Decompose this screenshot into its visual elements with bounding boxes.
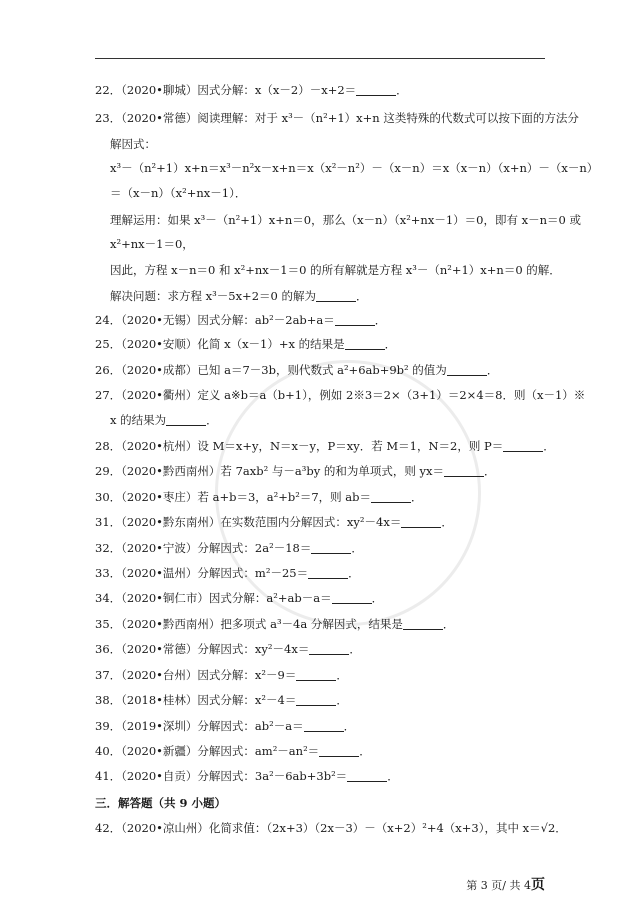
question-23-application-cont: x²+nx－1＝0， <box>110 237 194 251</box>
question-36: 36．（2020•常德）分解因式：xy²－4x＝ ． <box>95 642 361 656</box>
question-37: 37．（2020•台州）因式分解：x²－9＝ ． <box>95 668 348 682</box>
header-rule <box>95 58 545 59</box>
question-35: 35．（2020•黔西南州）把多项式 a³－4a 分解因式，结果是 ． <box>95 617 455 631</box>
question-23: 23．（2020•常德）阅读理解：对于 x³－（n²+1）x+n 这类特殊的代数式可以按下面的方法分 <box>95 111 579 125</box>
question-23-conclusion: 因此，方程 x－n＝0 和 x²+nx－1＝0 的所有解就是方程 x³－（n²+1）x+n＝0 的解． <box>110 263 561 277</box>
question-23-cont: 解因式： <box>110 137 156 151</box>
question-38: 38．（2018•桂林）因式分解：x²－4＝ ． <box>95 693 348 707</box>
question-34: 34．（2020•铜仁市）因式分解：a²+ab－a＝ ． <box>95 591 384 605</box>
question-39: 39．（2019•深圳）分解因式：ab²－a＝ ． <box>95 719 356 733</box>
question-29: 29．（2020•黔西南州）若 7axb² 与－a³by 的和为单项式，则 yx＝ ． <box>95 464 496 478</box>
question-27: 27．（2020•衢州）定义 a※b＝a（b+1），例如 2※3＝2×（3+1）＝2×4＝8．则（x－1）※ <box>95 388 586 402</box>
question-40: 40．（2020•新疆）分解因式：am²－an²＝ ． <box>95 744 371 758</box>
question-22: 22．（2020•聊城）因式分解：x（x－2）－x+2＝ ． <box>95 83 408 97</box>
question-26: 26．（2020•成都）已知 a＝7－3b，则代数式 a²+6ab+9b² 的值为 ． <box>95 363 499 377</box>
question-30: 30．（2020•枣庄）若 a+b＝3，a²+b²＝7，则 ab＝ ． <box>95 490 423 504</box>
question-41: 41．（2020•自贡）分解因式：3a²－6ab+3b²＝ ． <box>95 769 399 783</box>
question-23-derivation: x³－（n²+1）x+n＝x³－n²x－x+n＝x（x²－n²）－（x－n）＝x（x－n）（x+n）－（x－n） <box>110 161 599 175</box>
question-23-application: 理解运用：如果 x³－（n²+1）x+n＝0，那么（x－n）（x²+nx－1）＝0，即有 x－n＝0 或 <box>110 213 581 227</box>
question-24: 24．（2020•无锡）因式分解：ab²－2ab+a＝ ． <box>95 313 387 327</box>
question-32: 32．（2020•宁波）分解因式：2a²－18＝ ． <box>95 541 363 555</box>
page-footer: 第 3 页/ 共 4页 <box>466 877 545 893</box>
question-42: 42．（2020•凉山州）化简求值：（2x+3）（2x－3）－（x+2）²+4（x+3），其中 x＝√2． <box>95 821 567 835</box>
section-heading: 三．解答题（共 9 小题） <box>95 796 227 810</box>
question-33: 33．（2020•温州）分解因式：m²－25＝ ． <box>95 566 360 580</box>
question-27-cont: x 的结果为 ． <box>110 413 218 427</box>
question-28: 28．（2020•杭州）设 M＝x+y，N＝x－y，P＝xy．若 M＝1，N＝2，则 P＝ ． <box>95 439 555 453</box>
question-31: 31．（2020•黔东南州）在实数范围内分解因式：xy²－4x＝ ． <box>95 515 453 529</box>
question-25: 25．（2020•安顺）化简 x（x－1）+x 的结果是 ． <box>95 337 397 351</box>
question-23-derivation-end: ＝（x－n）（x²+nx－1）． <box>110 186 247 200</box>
question-23-problem: 解决问题：求方程 x³－5x+2＝0 的解为 ． <box>110 289 368 303</box>
